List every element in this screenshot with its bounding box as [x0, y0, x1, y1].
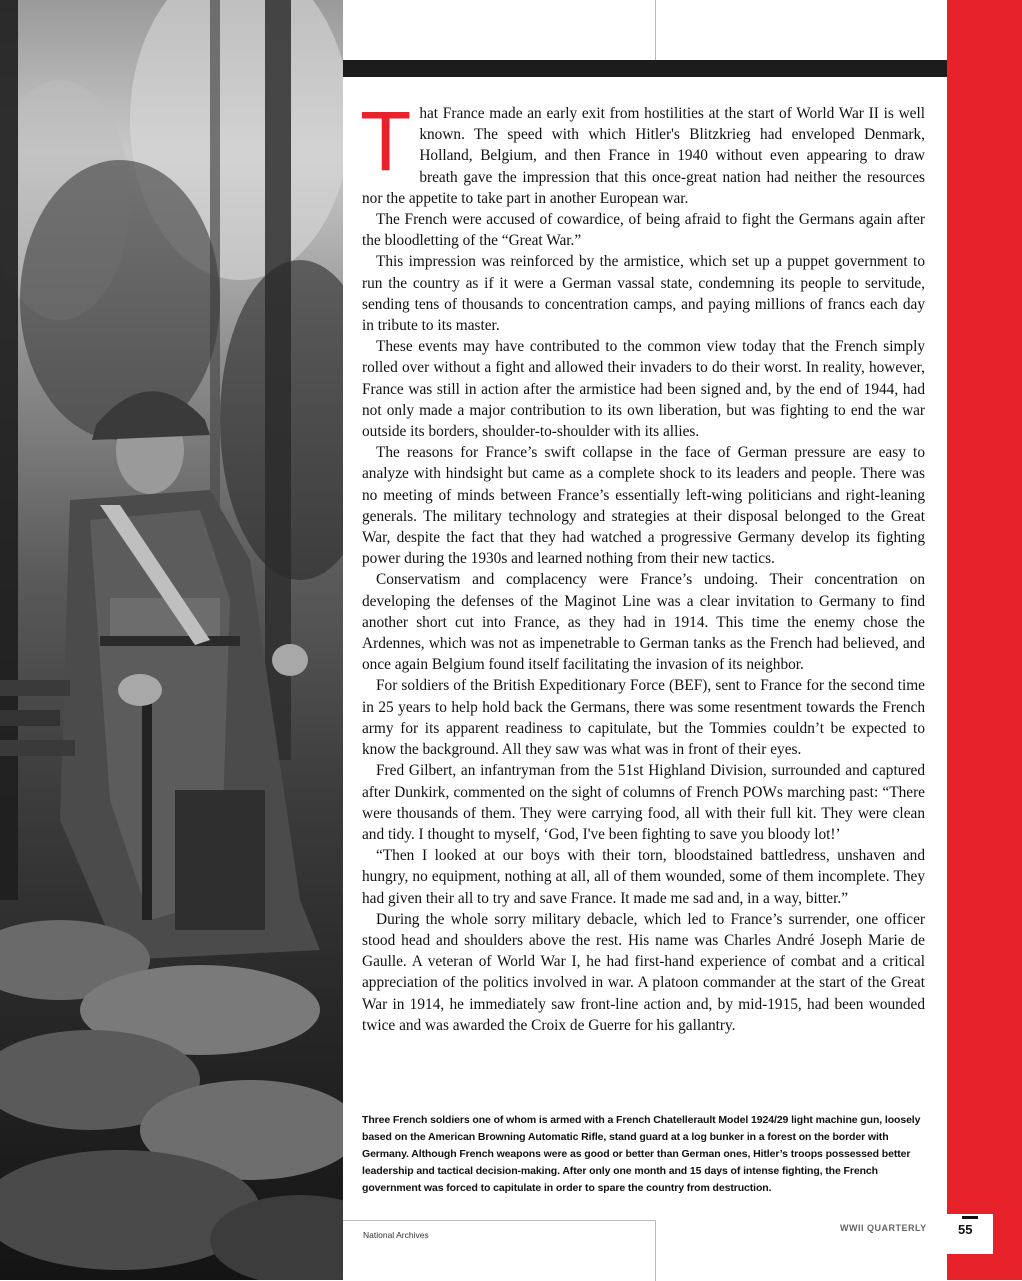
- article-paragraph: Fred Gilbert, an infantryman from the 51st Highland Division, surrounded and captured after Dunkirk, commented on the sight of columns of French POWs marching past: “There were thousands of them. They were carrying food, all with their full kit. They were clean and tidy. I thought to myself, ‘God, I've been fighting to save you bloody lot!’: [362, 762, 925, 843]
- article-paragraph: The reasons for France’s swift collapse in the face of German pressure are easy to analyze with hindsight but came as a complete shock to its leaders and people. There was no meeting of minds between France’s essentially left-wing politicians and right-leaning generals. The military technology and strategies at their disposal belonged to the Great War, despite the fact that they had watched a progressive Germany develop its fighting power during the 1930s and learned nothing from their new tactics.: [362, 444, 925, 568]
- page-number-rule: [962, 1216, 978, 1219]
- article-paragraph: “Then I looked at our boys with their torn, bloodstained battledress, unshaven and hungry, no equipment, nothing at all, all of them wounded, some of them incomplete. They had given their all to try and save France. It made me sad and, in a way, bitter.”: [362, 847, 925, 907]
- article-paragraph: These events may have contributed to the common view today that the French simply rolled over without a fight and allowed their invaders to do their worst. In reality, however, France was still in action after the armistice had been signed and, by the end of 1944, had not only made a major contribution to its own liberation, but was fighting to end the war outside its borders, shoulder-to-shoulder with its allies.: [362, 338, 925, 441]
- page-number: 55: [958, 1222, 973, 1237]
- article-body: [360, 94, 925, 1036]
- soldier-photo-icon: [0, 0, 343, 1280]
- photo-caption: Three French soldiers one of whom is armed with a French Chatellerault Model 1924/29 light machine gun, loosely based on the American Browning Automatic Rifle, stand guard at a log bunker in a forest on the border with Germany. Although French weapons were as good or better than German ones, Hitler’s troops possessed better leadership and tactical decision-making. After only one month and 15 days of intense fighting, the French government was forced to capitulate in order to spare the country from destruction.: [362, 1114, 921, 1194]
- header-bar: [343, 60, 947, 77]
- drop-cap: T: [360, 94, 412, 188]
- article-paragraph: Conservatism and complacency were France’s undoing. Their concentration on developing the defenses of the Maginot Line was a clear invitation to Germany to find another short cut into France, as they had in 1914. This time the enemy chose the Ardennes, which was not as impenetrable to German tanks as the French had believed, and once again Belgium found itself facilitating the invasion of its neighbor.: [362, 571, 925, 674]
- article-paragraph: During the whole sorry military debacle, which led to France’s surrender, one officer stood head and shoulders above the rest. His name was Charles André Joseph Marie de Gaulle. A veteran of World War I, he had first-hand experience of combat and a critical appreciation of the politics involved in war. A platoon commander at the start of the Great War in 1914, he immediately saw front-line action and, by mid-1915, had been wounded twice and was awarded the Croix de Guerre for his gallantry.: [362, 910, 925, 1034]
- photo-credit: National Archives: [363, 1230, 429, 1240]
- header-frame: [343, 0, 656, 60]
- article-paragraph: This impression was reinforced by the armistice, which set up a puppet government to run the country as if it were a German vassal state, condemning its people to servitude, sending tens of thousands to concentration camps, and paying millions of francs each day in tribute to its master.: [362, 253, 925, 335]
- article-paragraph: For soldiers of the British Expeditionary Force (BEF), sent to France for the second time in 25 years to help hold back the Germans, there was some resentment towards the French army for its apparent readiness to capitulate, but the Tommies couldn’t be expected to know the background. All they saw was what was in front of their eyes.: [362, 677, 925, 759]
- soldier-photo: [0, 0, 343, 1280]
- article-paragraph: That France made an early exit from hostilities at the start of World War II is well known. The speed with which Hitler's Blitzkrieg had enveloped Denmark, Holland, Belgium, and then France in 1940 without even appearing to draw breath gave the impression that this once-great nation had neither the resources nor the appetite to take part in another European war.: [360, 94, 925, 207]
- red-side-band: [947, 0, 1022, 1280]
- magazine-name: WWII QUARTERLY: [840, 1223, 927, 1233]
- article-paragraph: The French were accused of cowardice, of being afraid to fight the Germans again after the bloodletting of the “Great War.”: [362, 211, 925, 250]
